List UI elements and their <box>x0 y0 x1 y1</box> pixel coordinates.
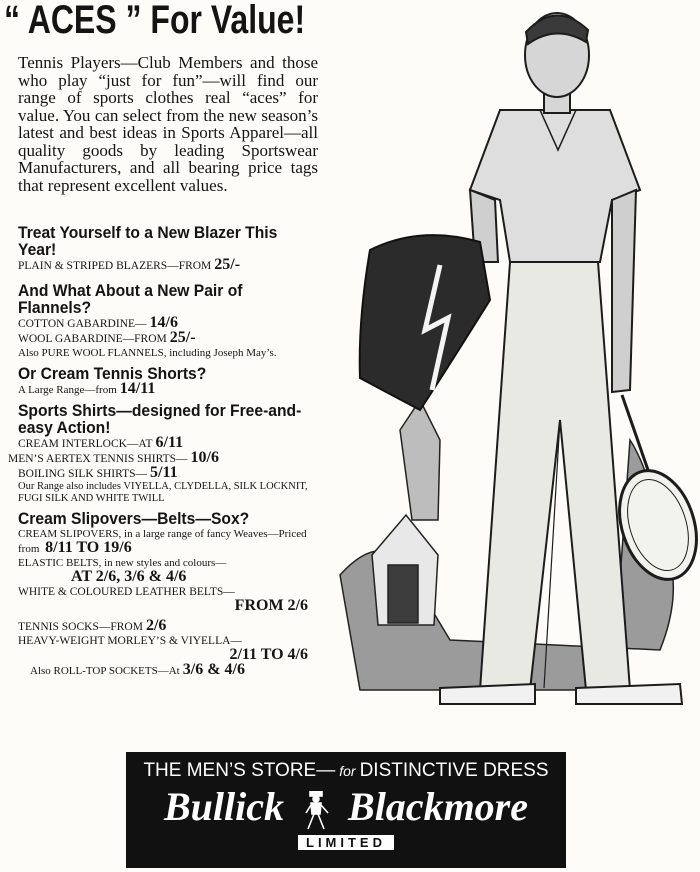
shirts-heading: Sports Shirts—designed for Free-and-easy Action! <box>18 401 302 437</box>
banner-left-text: THE MEN’S STORE— <box>143 760 336 781</box>
elastic-belts-line: ELASTIC BELTS, in new styles and colours— <box>18 557 227 569</box>
banner-right-text: DISTINCTIVE DRESS <box>359 760 549 781</box>
pure-wool-line: Also PURE WOOL FLANNELS, including Joseph May’s. <box>18 347 277 359</box>
headline: “ ACES ” For Value! <box>4 0 306 42</box>
wool-price: 25/- <box>169 329 196 346</box>
interlock-line-text: CREAM INTERLOCK—AT <box>18 438 153 450</box>
store-name-first: Bullick <box>163 784 285 829</box>
morley-price: 2/11 TO 4/6 <box>229 646 308 663</box>
shorts-heading: Or Cream Tennis Shorts? <box>18 364 207 383</box>
store-name-second: Blackmore <box>348 784 528 829</box>
tennis-player-figure-icon <box>330 0 700 720</box>
boiling-price: 5/11 <box>150 464 178 481</box>
banner-mid-text: for <box>339 763 356 779</box>
morley-prices <box>18 648 326 663</box>
aertex-line-text: MEN’S AERTEX TENNIS SHIRTS— <box>8 453 188 465</box>
flannels-heading: And What About a New Pair of Flannels? <box>18 281 243 317</box>
elastic-belts-price: AT 2/6, 3/6 & 4/6 <box>71 568 187 585</box>
blazers-line-text: PLAIN & STRIPED BLAZERS—FROM <box>18 260 212 272</box>
cotton-price: 14/6 <box>149 314 178 331</box>
blazers-price: 25/- <box>214 256 241 273</box>
morley-line: HEAVY-WEIGHT MORLEY’S & VIYELLA— <box>18 635 242 647</box>
store-limited: LIMITED <box>298 835 394 850</box>
banner-tagline <box>126 760 566 782</box>
walking-man-logo-icon <box>294 791 338 831</box>
interlock-line <box>18 436 326 451</box>
slipovers-heading: Cream Slipovers—Belts—Sox? <box>18 509 250 528</box>
head <box>525 13 589 113</box>
blazers-heading: Treat Yourself to a New Blazer This Year! <box>18 223 278 259</box>
price-list <box>8 224 326 678</box>
shirts-range-line: Our Range also includes VIYELLA, CLYDELLA, SILK LOCKNIT, FUGI SILK AND WHITE TWILL <box>18 481 308 504</box>
cotton-line-text: COTTON GABARDINE— <box>18 318 147 330</box>
rolltop-text: Also ROLL-TOP SOCKETS—At <box>30 665 180 677</box>
store-banner <box>126 752 566 868</box>
leather-belts-prices <box>18 599 326 614</box>
tennis-socks-text: TENNIS SOCKS—FROM <box>18 621 143 633</box>
trousers <box>480 262 630 690</box>
boiling-line <box>18 466 326 481</box>
aertex-price: 10/6 <box>190 449 219 466</box>
elastic-belts-prices <box>68 570 326 585</box>
rolltop-price: 3/6 & 4/6 <box>182 661 245 678</box>
slipovers-line <box>18 527 326 556</box>
boiling-line-text: BOILING SILK SHIRTS— <box>18 468 148 480</box>
shorts-line <box>18 382 326 397</box>
interlock-price: 6/11 <box>155 434 184 451</box>
store-name <box>126 784 566 831</box>
leather-belts-line: WHITE & COLOURED LEATHER BELTS— <box>18 586 235 598</box>
intro-paragraph: Tennis Players—Club Members and those who play “just for fun”—will find our range of sports clothes real “aces” for value. You can select from the new season’s latest and best ideas in Sports Apparel—all quality goods by leading Sportswear Manufacturers, and all bearing price tags that represent excellent values. <box>18 53 318 195</box>
wool-line <box>18 331 326 346</box>
tennis-socks-price: 2/6 <box>145 617 167 634</box>
blazers-line <box>18 258 326 273</box>
wool-line-text: WOOL GABARDINE—FROM <box>18 333 167 345</box>
shorts-price: 14/11 <box>119 380 156 397</box>
tennis-socks-line <box>18 619 326 634</box>
slipovers-line-text: CREAM SLIPOVERS, in a large range of fancy Weaves—Priced from <box>18 528 307 555</box>
leather-belts-price: FROM 2/6 <box>234 597 308 614</box>
slipovers-price: 8/11 TO 19/6 <box>45 539 132 556</box>
shorts-line-text: A Large Range—from <box>18 384 117 396</box>
blazer-over-arm <box>360 235 490 410</box>
rolltop-line <box>30 663 326 678</box>
